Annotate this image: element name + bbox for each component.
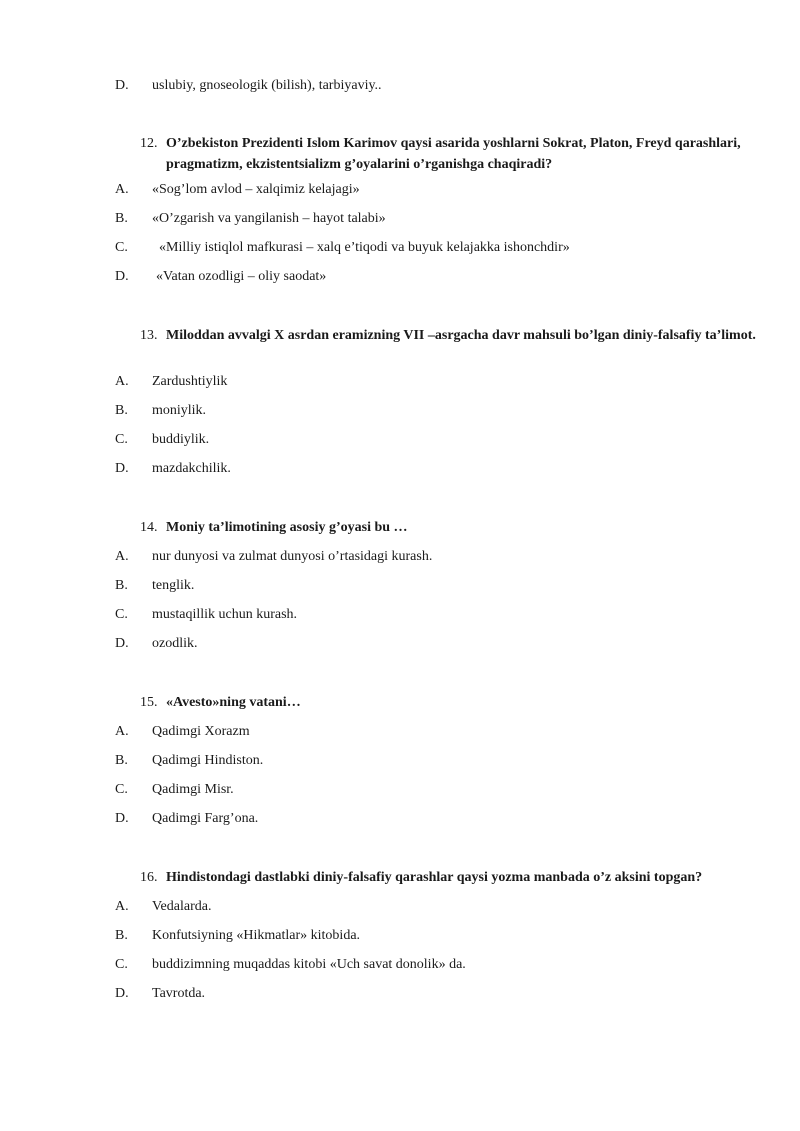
option-text: «Vatan ozodligi – oliy saodat» xyxy=(156,269,327,284)
question-text: Moniy ta’limotining asosiy g’oyasi bu … xyxy=(166,520,408,535)
question-number: 16. xyxy=(140,870,158,885)
option-text: moniylik. xyxy=(152,403,207,418)
option-text: Qadimgi Misr. xyxy=(152,782,234,797)
option-letter: B. xyxy=(115,211,128,226)
option-letter: C. xyxy=(115,782,128,797)
option-text: Qadimgi Xorazm xyxy=(152,724,250,739)
option-text: «O’zgarish va yangilanish – hayot talabi» xyxy=(152,211,386,226)
option-text: Qadimgi Hindiston. xyxy=(152,753,264,768)
option-letter: B. xyxy=(115,403,128,418)
option-letter: D. xyxy=(115,986,129,1001)
option-letter: A. xyxy=(115,374,129,389)
question-number: 14. xyxy=(140,520,158,535)
option-letter: D. xyxy=(115,461,129,476)
option-text: uslubiy, gnoseologik (bilish), tarbiyaviy.. xyxy=(152,78,382,93)
option-letter: D. xyxy=(115,78,129,93)
option-text: mazdakchilik. xyxy=(152,461,231,476)
option-letter: A. xyxy=(115,724,129,739)
option-text: Konfutsiyning «Hikmatlar» kitobida. xyxy=(152,928,361,943)
option-letter: D. xyxy=(115,811,129,826)
option-letter: C. xyxy=(115,957,128,972)
option-letter: A. xyxy=(115,899,129,914)
option-text: «Sog’lom avlod – xalqimiz kelajagi» xyxy=(152,182,360,197)
option-letter: C. xyxy=(115,607,128,622)
question-number: 15. xyxy=(140,695,158,710)
option-text: Tavrotda. xyxy=(152,986,206,1001)
option-text: tenglik. xyxy=(152,578,195,593)
option-text: «Milliy istiqlol mafkurasi – xalq e’tiqodi va buyuk kelajakka ishonchdir» xyxy=(159,240,570,255)
option-text: nur dunyosi va zulmat dunyosi o’rtasidagi kurash. xyxy=(152,549,433,564)
option-text: Zardushtiylik xyxy=(152,374,228,389)
option-letter: C. xyxy=(115,432,128,447)
option-letter: D. xyxy=(115,269,129,284)
option-text: buddiylik. xyxy=(152,432,210,447)
option-letter: B. xyxy=(115,578,128,593)
option-letter: C. xyxy=(115,240,128,255)
option-text: mustaqillik uchun kurash. xyxy=(152,607,298,622)
option-text: Vedalarda. xyxy=(152,899,212,914)
option-text: ozodlik. xyxy=(152,636,198,651)
question-text: «Avesto»ning vatani… xyxy=(166,695,301,710)
question-text: Miloddan avvalgi X asrdan eramizning VII –asrgacha davr mahsuli bo’lgan diniy-falsafiy ta’limot. xyxy=(166,328,756,343)
option-letter: A. xyxy=(115,182,129,197)
option-text: Qadimgi Farg’ona. xyxy=(152,811,259,826)
option-letter: A. xyxy=(115,549,129,564)
question-text: Hindistondagi dastlabki diniy-falsafiy qarashlar qaysi yozma manbada o’z aksini topgan? xyxy=(166,870,703,885)
option-text: buddizimning muqaddas kitobi «Uch savat donolik» da. xyxy=(152,957,466,972)
question-number: 13. xyxy=(140,328,158,343)
question-text: O’zbekiston Prezidenti Islom Karimov qaysi asarida yoshlarni Sokrat, Platon, Freyd qarashlari, pragmatizm, ekzistentsializm g’oyalarini o’rganishga chaqiradi? xyxy=(166,136,741,172)
question-number: 12. xyxy=(140,136,158,151)
option-letter: B. xyxy=(115,753,128,768)
option-letter: B. xyxy=(115,928,128,943)
option-letter: D. xyxy=(115,636,129,651)
